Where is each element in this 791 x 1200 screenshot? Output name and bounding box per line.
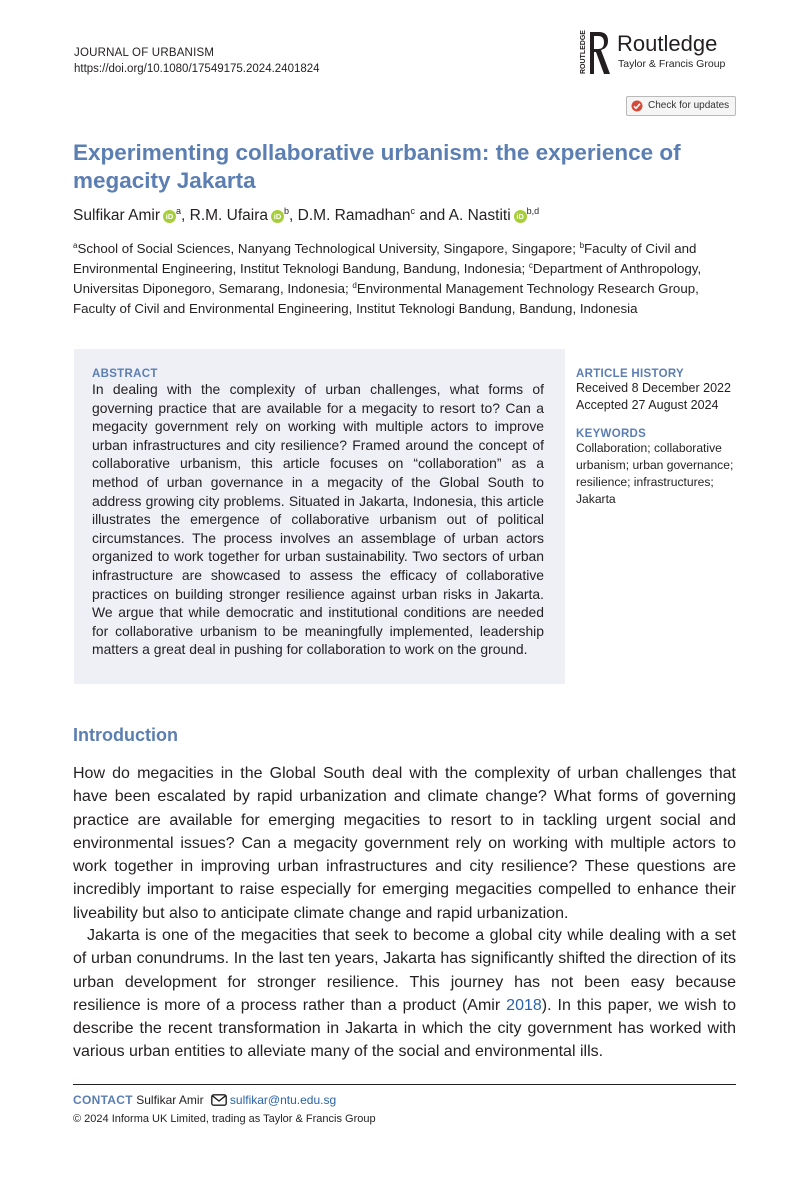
affiliation-marker: c [528, 261, 533, 270]
contact-name: Sulfikar Amir [136, 1093, 204, 1107]
orcid-icon[interactable]: iD [163, 210, 176, 223]
orcid-icon[interactable]: iD [271, 210, 284, 223]
publisher-logo [577, 28, 742, 76]
contact-line [73, 1092, 336, 1108]
affiliation-marker: b [579, 241, 585, 250]
affiliation-text: Department of Anthropology, Universitas Diponegoro, Semarang, Indonesia; [73, 261, 702, 296]
received-date: Received 8 December 2022 [576, 381, 731, 395]
routledge-logo-icon [577, 30, 613, 76]
introduction-paragraph-2 [73, 924, 736, 1064]
author-list [73, 206, 539, 226]
affiliation-marker: d [352, 281, 357, 290]
keywords-heading: KEYWORDS [576, 428, 647, 440]
affiliation-text: Faculty of Civil and Environmental Engineering, Institut Teknologi Bandung, Bandung, Indonesia; [73, 241, 697, 276]
paragraph-text: Jakarta is one of the megacities that seek to become a global city while dealing with a set of urban conundrums. In the last ten years, Jakarta has significantly shifted the direction of its urban development for stronger resilience. This journey has not been easy because resilience is more of a process rather than a product (Amir [73, 927, 736, 1014]
footer-divider [73, 1084, 736, 1085]
article-title: Experimenting collaborative urbanism: the experience of megacity Jakarta [73, 140, 681, 193]
check-for-updates-label: Check for updates [648, 100, 730, 111]
orcid-icon[interactable]: iD [514, 210, 527, 223]
author-name: D.M. Ramadhan [297, 207, 411, 224]
accepted-date: Accepted 27 August 2024 [576, 398, 719, 412]
author-affiliation-marker: c [410, 206, 416, 216]
keywords [576, 428, 746, 508]
affiliation-text: Environmental Management Technology Research Group, Faculty of Civil and Environmental Engineering, Institut Teknologi Bandung, Bandung, Indonesia [73, 281, 699, 316]
author-name: R.M. Ufaira [189, 207, 269, 224]
citation-link[interactable]: 2018 [506, 996, 542, 1014]
svg-text:ROUTLEDGE: ROUTLEDGE [580, 30, 587, 74]
author-separator: , [289, 207, 298, 224]
article-history [576, 368, 746, 414]
paragraph-text: ). In this paper, we wish to describe the recent transformation in Jakarta in which the city government has worked with various urban entities to alleviate many of the social and environmental ills. [73, 996, 737, 1061]
author-affiliation-marker: b,d [526, 206, 540, 216]
journal-name: JOURNAL OF URBANISM [74, 47, 215, 59]
contact-email-link[interactable]: sulfikar@ntu.edu.sg [229, 1093, 337, 1107]
abstract-text: In dealing with the complexity of urban challenges, what forms of governing practice that are available for a megacity to resort to? Can a megacity government rely on working with multiple actors to improve urban infrastructures and city resilience? Framed around the concept of collaborative urbanism, this article focuses on “collaboration” as a method of urban governance in a megacity of the Global South to address growing city problems. Situated in Jakarta, Indonesia, this article illustrates the emergence of collaborative urbanism out of political circumstances. The process involves an assemblage of urban actors organized to work together for urban sustainability. Two sectors of urban infrastructure are showcased to assess the efficacy of collaborative practices on building stronger resilience against urban risks in Jakarta. We argue that while democratic and institutional conditions are needed for collaborative urbanism to be meaningfully implemented, leadership matters a great deal in pushing for collaboration to work on the ground. [92, 381, 544, 658]
affiliation-text: School of Social Sciences, Nanyang Technological University, Singapore, Singapore; [77, 241, 580, 256]
author-separator: and [415, 207, 449, 224]
author-name: A. Nastiti [448, 207, 511, 224]
journal-header [74, 45, 320, 77]
contact-label: CONTACT [73, 1093, 133, 1107]
introduction-heading: Introduction [73, 725, 178, 745]
copyright-notice: © 2024 Informa UK Limited, trading as Taylor & Francis Group [73, 1113, 376, 1125]
article-history-heading: ARTICLE HISTORY [576, 368, 685, 380]
doi-link[interactable]: https://doi.org/10.1080/17549175.2024.2401824 [74, 63, 320, 75]
crossmark-icon [631, 100, 643, 112]
check-for-updates-button[interactable] [626, 96, 736, 116]
author-separator: , [181, 207, 190, 224]
author-affiliation-marker: b [284, 206, 290, 216]
author-name: Sulfikar Amir [73, 207, 160, 224]
keywords-list: Collaboration; collaborative urbanism; urban governance; resilience; infrastructures; Jakarta [576, 441, 734, 506]
introduction-paragraph-1: How do megacities in the Global South deal with the complexity of urban challenges that have been escalated by rapid urbanization and climate change? What forms of governing practice are available for emerging megacities to resort to in tackling urgent social and environmental issues? Can a megacity government rely on working with multiple actors to work together in improving urban infrastructures and city resilience? These questions are incredibly important to raise especially for emerging megacities compelled to enhance their liveability but also to anticipate climate change and rapid urbanization. [73, 765, 736, 922]
email-icon [211, 1094, 227, 1106]
affiliations [73, 239, 737, 319]
publisher-group: Taylor & Francis Group [618, 58, 726, 70]
author-affiliation-marker: a [176, 206, 182, 216]
affiliation-marker: a [73, 241, 78, 250]
publisher-name: Routledge [617, 31, 718, 56]
abstract-heading: ABSTRACT [92, 368, 158, 380]
